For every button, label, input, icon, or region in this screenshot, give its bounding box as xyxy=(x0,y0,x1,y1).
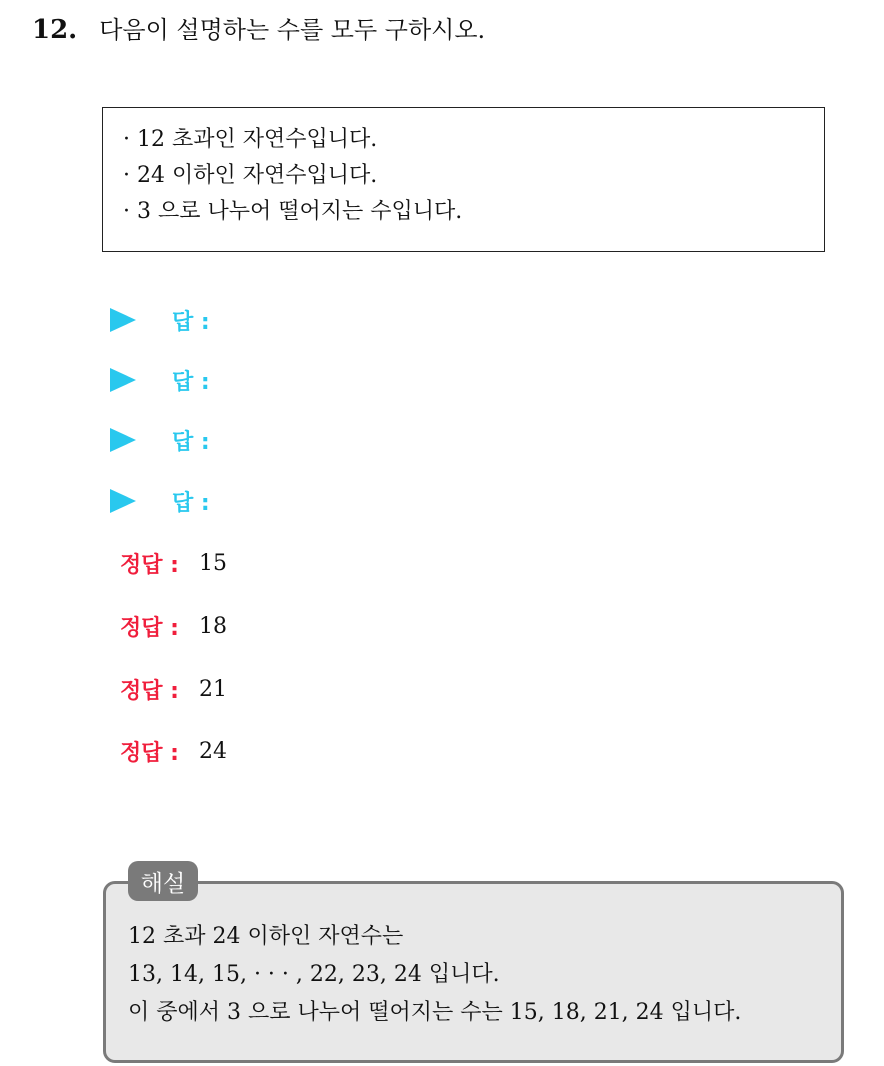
correct-value: 18 xyxy=(198,613,227,639)
correct-answer-row xyxy=(110,669,227,709)
condition-item: · 24 이하인 자연수입니다. xyxy=(123,163,378,188)
answer-row[interactable] xyxy=(110,360,210,400)
correct-label: 정답 : xyxy=(120,615,179,641)
answer-row[interactable] xyxy=(110,481,210,521)
correct-answer-row xyxy=(110,731,227,771)
play-triangle-icon xyxy=(110,368,136,392)
correct-answer-row xyxy=(110,606,227,646)
answer-label: 답 : xyxy=(172,369,210,395)
question-number: 12. xyxy=(32,15,78,45)
question-text: 다음이 설명하는 수를 모두 구하시오. xyxy=(99,16,486,44)
condition-item: · 3 으로 나누어 떨어지는 수입니다. xyxy=(123,199,463,224)
correct-label: 정답 : xyxy=(120,740,179,766)
conditions-box xyxy=(102,107,825,252)
answer-label: 답 : xyxy=(172,429,210,455)
explanation-tab: 해설 xyxy=(128,861,198,901)
play-triangle-icon xyxy=(110,428,136,452)
correct-value: 24 xyxy=(198,738,227,764)
correct-answer-row xyxy=(110,543,227,583)
question-header xyxy=(32,10,485,45)
explanation-box xyxy=(103,881,844,1063)
answer-row[interactable] xyxy=(110,300,210,340)
answer-label: 답 : xyxy=(172,309,210,335)
answer-label: 답 : xyxy=(172,490,210,516)
correct-label: 정답 : xyxy=(120,678,179,704)
play-triangle-icon xyxy=(110,308,136,332)
explanation-line: 12 초과 24 이하인 자연수는 xyxy=(128,924,404,949)
explanation-line: 이 중에서 3 으로 나누어 떨어지는 수는 15, 18, 21, 24 입니다. xyxy=(128,1000,742,1025)
condition-item: · 12 초과인 자연수입니다. xyxy=(123,127,378,152)
answer-row[interactable] xyxy=(110,420,210,460)
correct-value: 21 xyxy=(198,676,227,702)
correct-value: 15 xyxy=(198,550,227,576)
play-triangle-icon xyxy=(110,489,136,513)
correct-label: 정답 : xyxy=(120,552,179,578)
explanation-line: 13, 14, 15, · · · , 22, 23, 24 입니다. xyxy=(128,962,500,987)
